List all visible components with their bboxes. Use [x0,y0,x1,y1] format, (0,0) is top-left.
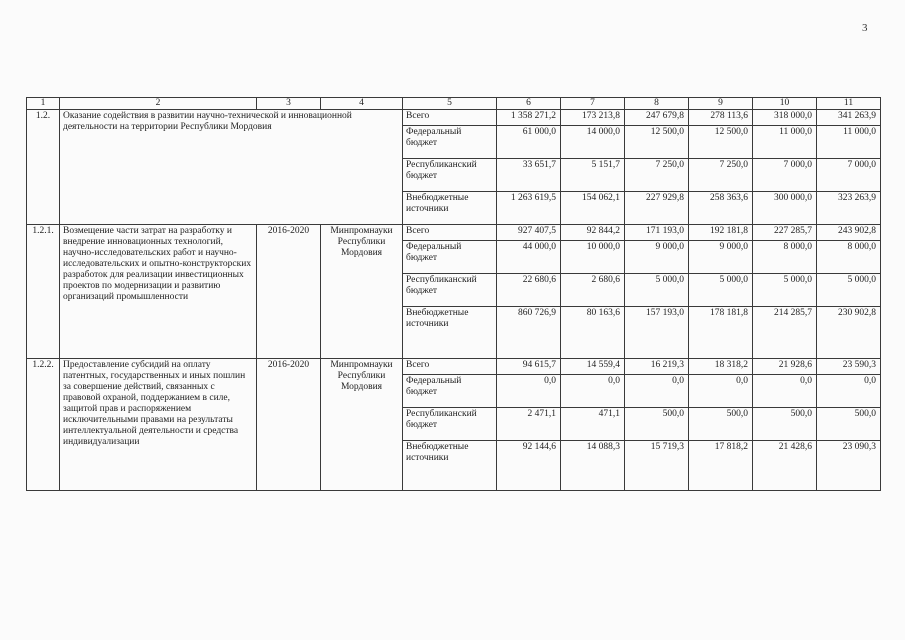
value-cell: 5 000,0 [689,274,753,307]
value-cell: 16 219,3 [625,359,689,375]
value-cell: 300 000,0 [753,192,817,225]
value-cell: 500,0 [625,408,689,441]
value-cell: 0,0 [625,375,689,408]
value-cell: 500,0 [689,408,753,441]
section-code: 1.2.1. [27,225,60,359]
value-cell: 7 000,0 [753,159,817,192]
value-cell: 500,0 [817,408,881,441]
funding-source: Всего [403,359,497,375]
value-cell: 33 651,7 [497,159,561,192]
funding-source: Федеральный бюджет [403,375,497,408]
header-cell: 1 [27,98,60,110]
funding-source: Республиканский бюджет [403,159,497,192]
section-code: 1.2.2. [27,359,60,491]
value-cell: 44 000,0 [497,241,561,274]
value-cell: 5 000,0 [625,274,689,307]
section-period: 2016-2020 [257,225,321,359]
table-header-row [27,98,881,110]
value-cell: 61 000,0 [497,126,561,159]
value-cell: 14 000,0 [561,126,625,159]
header-cell: 3 [257,98,321,110]
value-cell: 92 144,6 [497,441,561,491]
section-name: Возмещение части затрат на разработку и внедрение инновационных технологий, научно-исследовательских работ и научно-исследовательских и опытно-конструкторских разработок для реализации инвестиционных проектов по модернизации и развитию организаций промышленности [60,225,257,359]
value-cell: 18 318,2 [689,359,753,375]
value-cell: 21 928,6 [753,359,817,375]
value-cell: 860 726,9 [497,307,561,359]
value-cell: 23 090,3 [817,441,881,491]
value-cell: 8 000,0 [753,241,817,274]
value-cell: 21 428,6 [753,441,817,491]
value-cell: 258 363,6 [689,192,753,225]
value-cell: 500,0 [753,408,817,441]
value-cell: 2 680,6 [561,274,625,307]
section-period: 2016-2020 [257,359,321,491]
value-cell: 471,1 [561,408,625,441]
value-cell: 0,0 [561,375,625,408]
value-cell: 171 193,0 [625,225,689,241]
value-cell: 5 000,0 [817,274,881,307]
value-cell: 92 844,2 [561,225,625,241]
table-row [27,110,881,126]
section-code: 1.2. [27,110,60,225]
value-cell: 192 181,8 [689,225,753,241]
value-cell: 9 000,0 [625,241,689,274]
value-cell: 0,0 [753,375,817,408]
funding-source: Федеральный бюджет [403,241,497,274]
value-cell: 94 615,7 [497,359,561,375]
table-row [27,225,881,241]
value-cell: 278 113,6 [689,110,753,126]
value-cell: 230 902,8 [817,307,881,359]
funding-source: Республиканский бюджет [403,408,497,441]
value-cell: 80 163,6 [561,307,625,359]
value-cell: 7 250,0 [689,159,753,192]
value-cell: 5 151,7 [561,159,625,192]
table-row [27,359,881,375]
value-cell: 0,0 [817,375,881,408]
value-cell: 157 193,0 [625,307,689,359]
header-cell: 7 [561,98,625,110]
value-cell: 1 263 619,5 [497,192,561,225]
value-cell: 10 000,0 [561,241,625,274]
funding-source: Республиканский бюджет [403,274,497,307]
value-cell: 11 000,0 [753,126,817,159]
value-cell: 7 000,0 [817,159,881,192]
value-cell: 173 213,8 [561,110,625,126]
value-cell: 0,0 [689,375,753,408]
value-cell: 11 000,0 [817,126,881,159]
value-cell: 23 590,3 [817,359,881,375]
value-cell: 927 407,5 [497,225,561,241]
section-executor: Минпромнауки Республики Мордовия [321,359,403,491]
value-cell: 12 500,0 [689,126,753,159]
value-cell: 14 559,4 [561,359,625,375]
section-name: Предоставление субсидий на оплату патентных, государственных и иных пошлин за совершение действий, связанных с правовой охраной, поддержанием в силе, защитой прав и распоряжением исключительными правами на результаты интеллектуальной деятельности и средства индивидуализации [60,359,257,491]
funding-source: Внебюджетные источники [403,441,497,491]
header-cell: 2 [60,98,257,110]
header-cell: 6 [497,98,561,110]
value-cell: 15 719,3 [625,441,689,491]
value-cell: 1 358 271,2 [497,110,561,126]
budget-table [26,97,881,491]
value-cell: 14 088,3 [561,441,625,491]
value-cell: 247 679,8 [625,110,689,126]
value-cell: 22 680,6 [497,274,561,307]
value-cell: 8 000,0 [817,241,881,274]
value-cell: 2 471,1 [497,408,561,441]
value-cell: 323 263,9 [817,192,881,225]
section-name: Оказание содействия в развитии научно-технической и инновационной деятельности на территории Республики Мордовия [60,110,403,225]
funding-source: Всего [403,225,497,241]
header-cell: 10 [753,98,817,110]
section-executor: Минпромнауки Республики Мордовия [321,225,403,359]
value-cell: 341 263,9 [817,110,881,126]
header-cell: 4 [321,98,403,110]
header-cell: 9 [689,98,753,110]
header-cell: 5 [403,98,497,110]
value-cell: 12 500,0 [625,126,689,159]
value-cell: 9 000,0 [689,241,753,274]
header-cell: 8 [625,98,689,110]
header-cell: 11 [817,98,881,110]
value-cell: 318 000,0 [753,110,817,126]
page-number: 3 [862,22,868,34]
funding-source: Внебюджетные источники [403,192,497,225]
value-cell: 17 818,2 [689,441,753,491]
value-cell: 0,0 [497,375,561,408]
value-cell: 178 181,8 [689,307,753,359]
funding-source: Федеральный бюджет [403,126,497,159]
value-cell: 7 250,0 [625,159,689,192]
value-cell: 214 285,7 [753,307,817,359]
funding-source: Внебюджетные источники [403,307,497,359]
funding-source: Всего [403,110,497,126]
value-cell: 154 062,1 [561,192,625,225]
value-cell: 227 285,7 [753,225,817,241]
value-cell: 227 929,8 [625,192,689,225]
value-cell: 243 902,8 [817,225,881,241]
value-cell: 5 000,0 [753,274,817,307]
